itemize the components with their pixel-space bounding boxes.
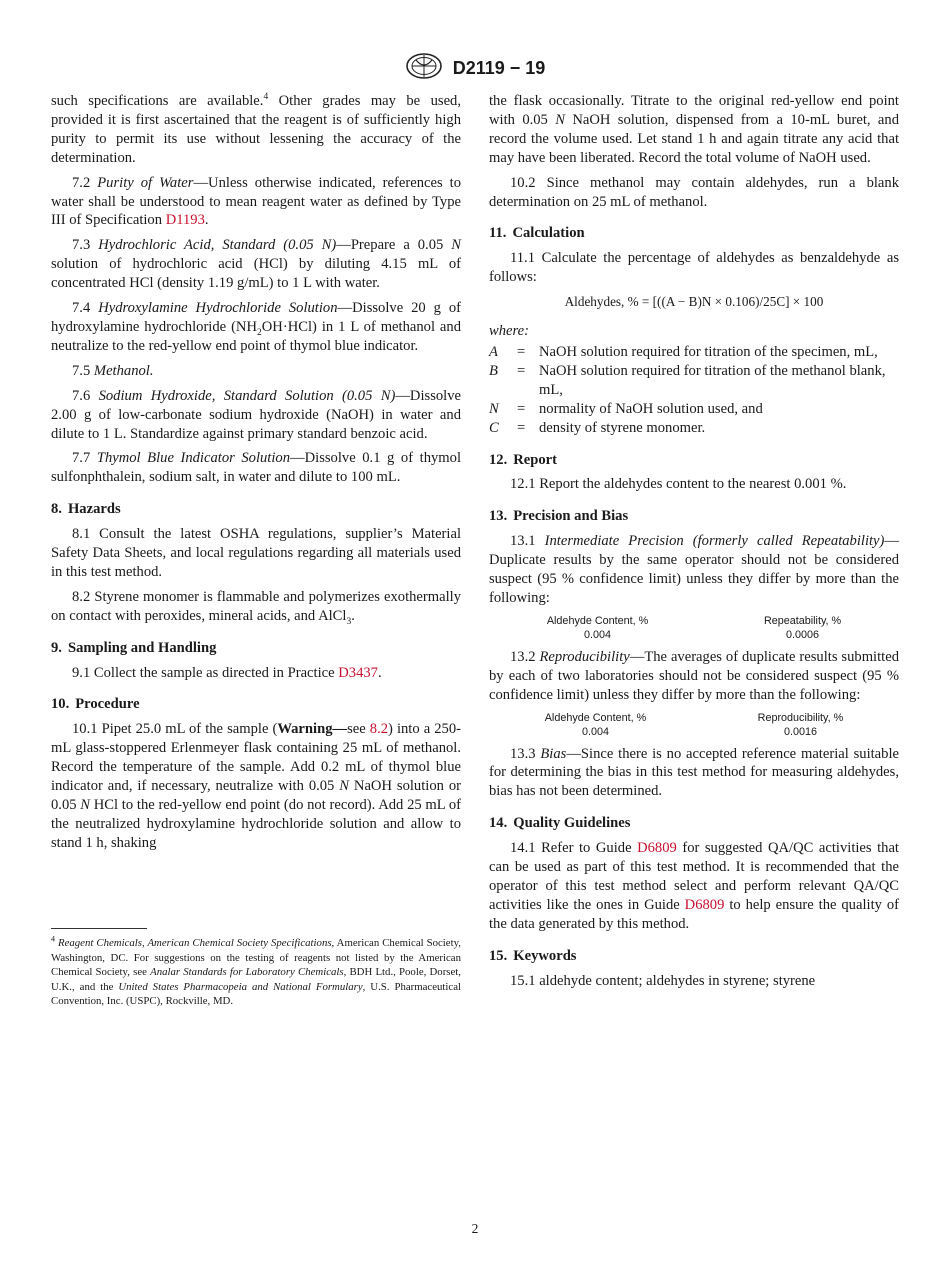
ref-link-d6809[interactable]: D6809 [637,840,677,857]
section-14-1: 14.1 Refer to Guide D6809 for suggested QA/QC activities that can be used as part of this test method. It is recommended that the operator of this test method select and perform relevant QA/QC activities like the ones in Guide D6809 to help ensure the quality of the data generated by this method. [489,840,899,932]
footnote-marker: 4 [263,92,269,103]
heading-report: 12. Report [489,451,558,468]
heading-quality: 14. Quality Guidelines [489,815,631,832]
right-column [489,92,899,997]
section-10-2: 10.2 Since methanol may contain aldehydes, run a blank determination on 25 mL of methanol. [489,174,899,210]
heading-sampling: 9. Sampling and Handling [51,639,217,656]
heading-procedure: 10. Procedure [51,696,140,713]
section-7-3: 7.3 Hydrochloric Acid, Standard (0.05 N)—Prepare a 0.05 N solution of hydrochloric acid (HCl) by diluting 4.15 mL of concentrated HCl (density 1.19 g/mL) to 1 L with water. [51,237,461,292]
ref-link-d3437[interactable]: D3437 [338,664,378,681]
repeatability-table: Aldehyde Content, % 0.004 Repeatability, % 0.0006 [546,614,842,641]
section-15-1: 15.1 aldehyde content; aldehydes in styrene; styrene [510,972,816,989]
page-number: 2 [471,1221,479,1236]
ref-link-8-2[interactable]: 8.2 [369,721,389,738]
section-10-1: 10.1 Pipet 25.0 mL of the sample (Warning—see 8.2) into a 250-mL glass-stoppered Erlenmeyer flask containing 25 mL of methanol. Record the temperature of the sample. Add 0.2 mL of thymol blue indicator and, if necessary, neutralize with 0.05 N NaOH solution or 0.05 N HCl to the red-yellow end point (do not record). Add 25 mL of the neutralized hydroxylamine hydrochloride solution and allow to stand 1 h, shaking [51,721,462,851]
astm-logo-icon [405,52,443,85]
paragraph: such specifications are available.$^4$ Other grades may be used, provided it is first ascertained that the reagent is of sufficiently high purity to permit its use without lessening the accuracy of the determination. [51,92,461,166]
section-7-2: 7.2 Purity of Water—Unless otherwise indicated, references to water shall be understood to mean reagent water as defined by Type III of Specification D1193. [51,174,461,229]
section-8-2: 8.2 Styrene monomer is flammable and polymerizes exothermally on contact with peroxides, mineral acids, and AlCl$_3$. [51,588,461,627]
ref-link-d1193[interactable]: D1193 [165,212,205,229]
ref-link-d6809-2[interactable]: D6809 [684,896,725,913]
heading-keywords: 15. Keywords [489,947,577,964]
table-row: A = NaOH solution required for titration of the specimen, mL, [489,343,878,360]
heading-calculation: 11. Calculation [489,225,585,242]
section-9-1: 9.1 Collect the sample as directed in Practice D3437. [72,664,382,681]
section-13-2: 13.2 Reproducibility—The averages of duplicate results submitted by each of two laboratories should not be considered suspect (95 % confidence limit) unless they differ by more than the following: [489,648,899,703]
section-7-6: 7.6 Sodium Hydroxide, Standard Solution (0.05 N)—Dissolve 2.00 g of low-carbonate sodium hydroxide (NaOH) in water and dilute to 1 L. Standardize against primary standard benzoic acid. [51,387,461,442]
footnote: $^4$ Reagent Chemicals, American Chemical Society Specifications, American Chemical Society, Washington, DC. For suggestions on the testing of reagents not listed by the American Chemical Society, see Analar Standards for Laboratory Chemicals, BDH Ltd., Poole, Dorset, U.K., and the United States Pharmacopeia and National Formulary, U.S. Pharmaceutical Convention, Inc. (USPC), Rockville, MD. [51,934,461,1008]
formula: Aldehydes, % = [((A − B)N × 0.106)/25C] × 100 [564,294,824,310]
table-row: N = normality of NaOH solution used, and [489,400,763,417]
paragraph: the flask occasionally. Titrate to the original red-yellow end point with 0.05 N NaOH solution, dispensed from a 10-mL buret, and record the volume used. Let stand 1 h and again titrate any acid that may have been liberated. Record the total volume of NaOH used. [489,93,900,166]
footnote-divider [51,928,147,929]
table-row: B = NaOH solution required for titration of the methanol blank, mL, [489,362,886,398]
section-8-1: 8.1 Consult the latest OSHA regulations, supplier’s Material Safety Data Sheets, and local regulations regarding all materials used in this test method. [51,526,461,580]
heading-precision: 13. Precision and Bias [489,508,629,525]
section-7-4: 7.4 Hydroxylamine Hydrochloride Solution—Dissolve 20 g of hydroxylamine hydrochloride $(NH_2OH\cdot HCl)$ in 1 L of methanol and neutralize to the red-yellow end point of thymol blue indicator. [51,300,462,354]
where-label: where: [489,323,529,340]
section-11-1: 11.1 Calculate the percentage of aldehydes as benzaldehyde as follows: [489,250,899,286]
section-12-1: 12.1 Report the aldehydes content to the nearest 0.001 %. [510,476,847,493]
table-row: C = density of styrene monomer. [489,419,706,436]
variable-definitions [489,343,899,438]
section-13-1: 13.1 Intermediate Precision (formerly called Repeatability)—Duplicate results by the same operator should not be considered suspect (95 % confidence limit) unless they differ by more than the following: [489,533,899,606]
reproducibility-table: Aldehyde Content, % 0.004 Reproducibility, % 0.0016 [544,711,844,738]
left-column [51,92,461,859]
section-13-3: 13.3 Bias—Since there is no accepted reference material suitable for determining the bias in this test method for measuring aldehydes, bias has not been determined. [489,745,899,800]
section-7-5: 7.5 Methanol. [72,362,154,379]
standard-designation: D2119 − 19 [452,58,546,78]
page-header [0,52,950,85]
heading-hazards: 8. Hazards [51,501,121,518]
section-7-7: 7.7 Thymol Blue Indicator Solution—Dissolve 0.1 g of thymol sulfonphthalein, sodium salt, in water and dilute to 100 mL. [51,450,461,486]
